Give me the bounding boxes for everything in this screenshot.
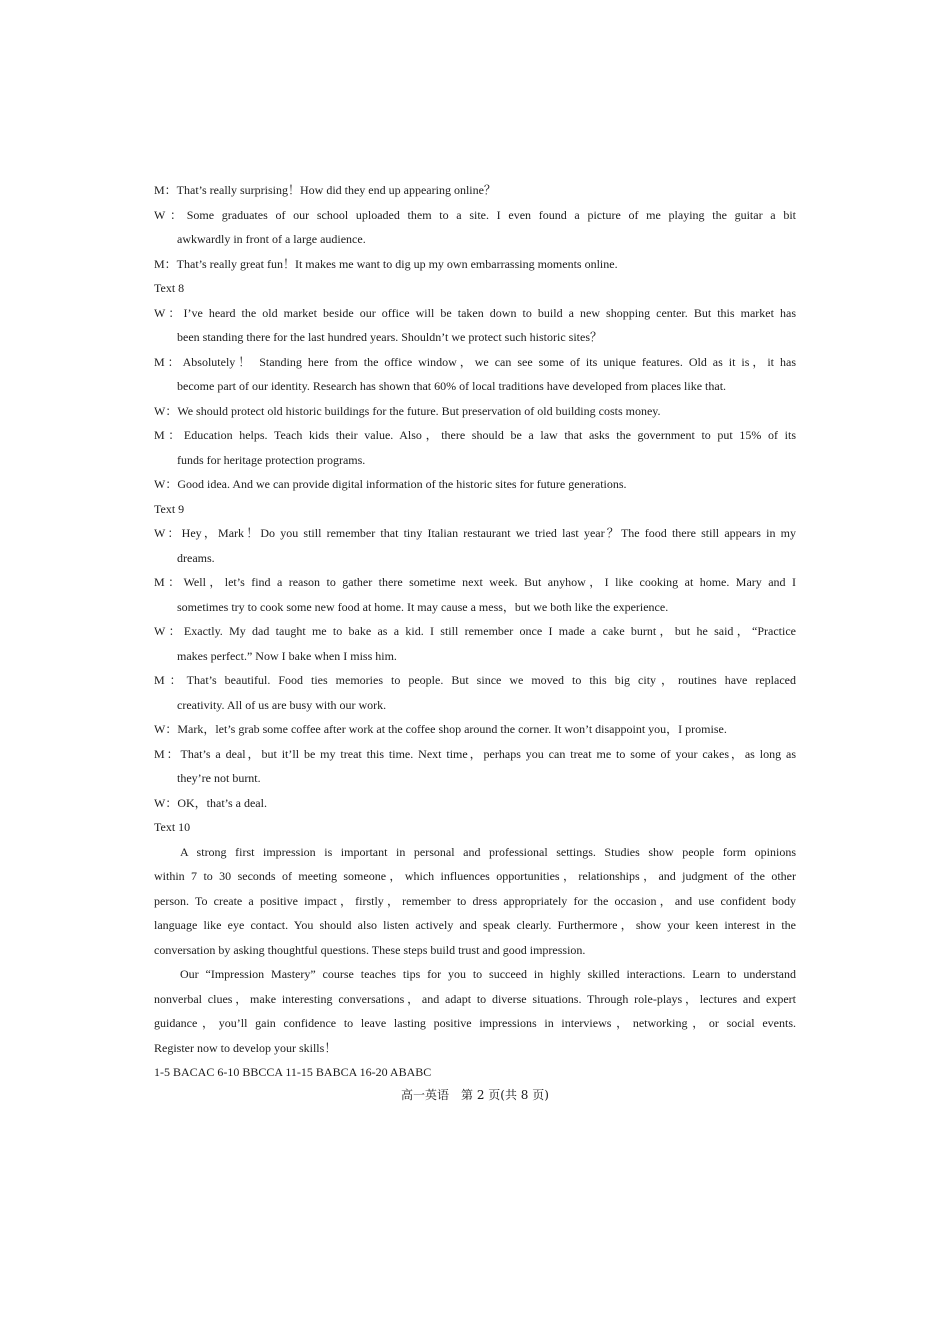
text-line: W：I’ve heard the old market beside our office will be taken down to build a new shopping center. But this market has — [154, 305, 796, 320]
text-line: M：Absolutely！ Standing here from the office window，we can see some of its unique features. Old as it is，it has — [154, 354, 796, 369]
text-line: M：Well，let’s find a reason to gather there sometime next week. But anyhow，I like cooking at home. Mary and I — [154, 575, 796, 589]
text-line: 1-5 BACAC 6-10 BBCCA 11-15 BABCA 16-20 ABABC — [154, 1065, 432, 1079]
text-line: M：That’s a deal，but it’ll be my treat this time. Next time，perhaps you can treat me to some of your cakes，as long as — [154, 746, 796, 761]
text-line: guidance，you’ll gain confidence to leave lasting positive impressions in interviews，networking，or social events. — [154, 1016, 796, 1030]
text-line: Our “Impression Mastery” course teaches tips for you to succeed in highly skilled interactions. Learn to understand — [180, 967, 796, 981]
text-line: become part of our identity. Research has shown that 60% of local traditions have developed from places like that. — [177, 379, 727, 393]
text-line: Text 8 — [154, 281, 185, 295]
text-line: nonverbal clues，make interesting conversations，and adapt to diverse situations. Through role-plays，lectures and expert — [154, 991, 796, 1006]
text-line: M：That’s beautiful. Food ties memories to people. But since we moved to this big city，routines have replaced — [154, 673, 796, 687]
text-line: creativity. All of us are busy with our work. — [177, 697, 387, 712]
text-line: within 7 to 30 seconds of meeting someone，which influences opportunities，relationships，and judgment of the other — [154, 869, 796, 883]
text-line: person. To create a positive impact，firstly，remember to dress appropriately for the occasion，and use confident body — [154, 893, 796, 908]
text-line: sometimes try to cook some new food at home. It may cause a mess，but we both like the experience. — [177, 599, 669, 614]
text-line: been standing there for the last hundred years. Shouldn’t we protect such historic sites？ — [177, 330, 603, 344]
text-line: M：That’s really surprising！How did they end up appearing online？ — [154, 183, 496, 197]
text-line: conversation by asking thoughtful questions. These steps build trust and good impression. — [154, 942, 586, 957]
text-line: language like eye contact. You should also listen actively and speak clearly. Furthermore，show your keen interest in the — [154, 918, 796, 932]
page-footer: 高一英语 第 2 页(共 8 页) — [401, 1088, 549, 1102]
text-line: A strong first impression is important in personal and professional settings. Studies show people form opinions — [180, 844, 796, 859]
text-line: W：OK，that’s a deal. — [154, 795, 267, 810]
text-line: Text 10 — [154, 820, 191, 834]
text-line: W：We should protect old historic buildings for the future. But preservation of old building costs money. — [154, 403, 661, 418]
text-line: M：That’s really great fun！It makes me want to dig up my own embarrassing moments online. — [154, 256, 618, 271]
text-line: W：Exactly. My dad taught me to bake as a kid. I still remember once I made a cake burnt，but he said，“Practice — [154, 624, 796, 638]
text-line: W：Mark，let’s grab some coffee after work at the coffee shop around the corner. It won’t disappoint you，I promise. — [154, 722, 727, 736]
text-line: Register now to develop your skills！ — [154, 1040, 337, 1055]
text-line: dreams. — [177, 550, 215, 565]
text-line: W：Some graduates of our school uploaded them to a site. I even found a picture of me playing the guitar a bit — [154, 207, 796, 222]
text-line: funds for heritage protection programs. — [177, 452, 366, 467]
text-line: Text 9 — [154, 501, 185, 516]
text-line: M：Education helps. Teach kids their value. Also，there should be a law that asks the government to put 15% of its — [154, 428, 796, 442]
text-line: they’re not burnt. — [177, 771, 261, 785]
text-line: W：Good idea. And we can provide digital information of the historic sites for future generations. — [154, 477, 627, 491]
text-line: W：Hey，Mark！Do you still remember that tiny Italian restaurant we tried last year？The food there still appears in my — [154, 526, 796, 540]
document-body — [154, 178, 796, 1085]
text-line: awkwardly in front of a large audience. — [177, 232, 366, 246]
text-line: makes perfect.” Now I bake when I miss him. — [177, 648, 397, 663]
